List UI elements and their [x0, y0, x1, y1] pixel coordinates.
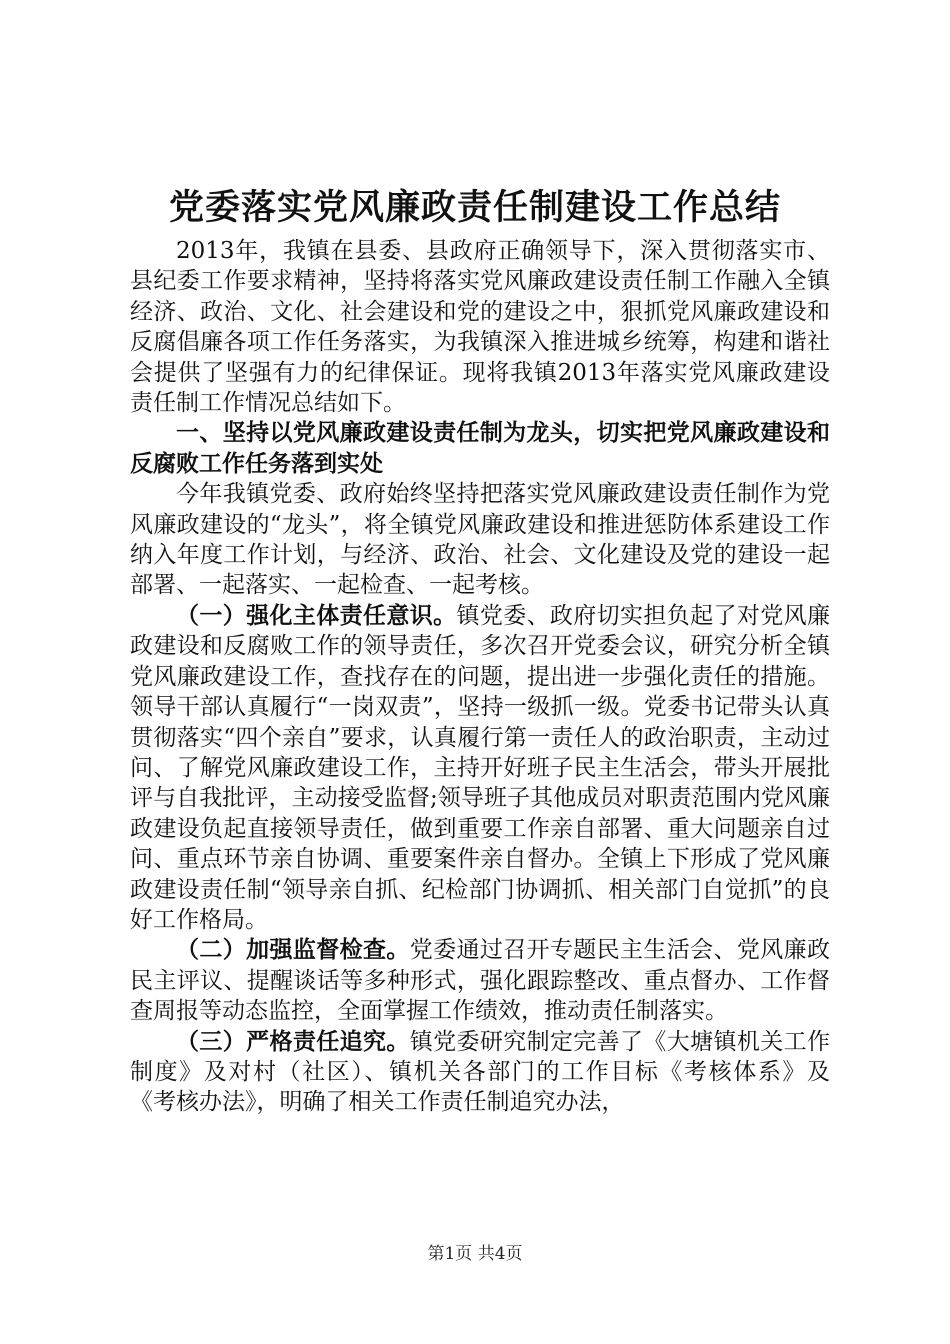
item-2-paragraph: [130, 935, 830, 1026]
item-2-text: 党委通过召开专题民主生活会、党风廉政民主评议、提醒谈话等多种形式，强化跟踪整改、重点督办、工作督查周报等动态监控，全面掌握工作绩效，推动责任制落实。: [130, 937, 831, 1025]
page-footer: 第1页 共4页: [427, 1244, 523, 1264]
item-1-text: 镇党委、政府切实担负起了对党风廉政建设和反腐败工作的领导责任，多次召开党委会议，研究分析全镇党风廉政建设工作，查找存在的问题，提出进一步强化责任的措施。领导干部认真履行“一岗双责”，坚持一级抓一级。党委书记带头认真贯彻落实“四个亲自”要求，认真履行第一责任人的政治职责，主动过问、了解党风廉政建设工作，主持开好班子民主生活会，带头开展批评与自我批评，主动接受监督;领导班子其他成员对职责范围内党风廉政建设负起直接领导责任，做到重要工作亲自部署、重大问题亲自过问、重点环节亲自协调、重要案件亲自督办。全镇上下形成了党风廉政建设责任制“领导亲自抓、纪检部门协调抓、相关部门自觉抓”的良好工作格局。: [130, 602, 831, 933]
section-heading-1: 一、坚持以党风廉政建设责任制为龙头，切实把党风廉政建设和反腐败工作任务落到实处: [130, 420, 830, 477]
item-2-lead: （二）加强监督检查。: [176, 937, 410, 964]
section-1-paragraph: 今年我镇党委、政府始终坚持把落实党风廉政建设责任制作为党风廉政建设的“龙头”，将全镇党风廉政建设和推进惩防体系建设工作纳入年度工作计划，与经济、政治、社会、文化建设及党的建设一起部署、一起落实、一起检查、一起考核。: [130, 481, 830, 599]
item-3-lead: （三）严格责任追究。: [176, 1028, 410, 1055]
item-1-lead: （一）强化主体责任意识。: [176, 602, 457, 629]
item-1-paragraph: [130, 601, 830, 935]
item-3-paragraph: [130, 1027, 830, 1118]
document-title: 党委落实党风廉政责任制建设工作总结: [168, 187, 781, 228]
document-body: [130, 236, 830, 1118]
item-3-text: 镇党委研究制定完善了《大塘镇机关工作制度》及对村（社区）、镇机关各部门的工作目标《考核体系》及《考核办法》，明确了相关工作责任制追究办法，: [130, 1028, 831, 1116]
intro-paragraph: 2013年，我镇在县委、县政府正确领导下，深入贯彻落实市、县纪委工作要求精神，坚持将落实党风廉政建设责任制工作融入全镇经济、政治、文化、社会建设和党的建设之中，狠抓党风廉政建设和反腐倡廉各项工作任务落实，为我镇深入推进城乡统筹，构建和谐社会提供了坚强有力的纪律保证。现将我镇2013年落实党风廉政建设责任制工作情况总结如下。: [130, 238, 830, 417]
